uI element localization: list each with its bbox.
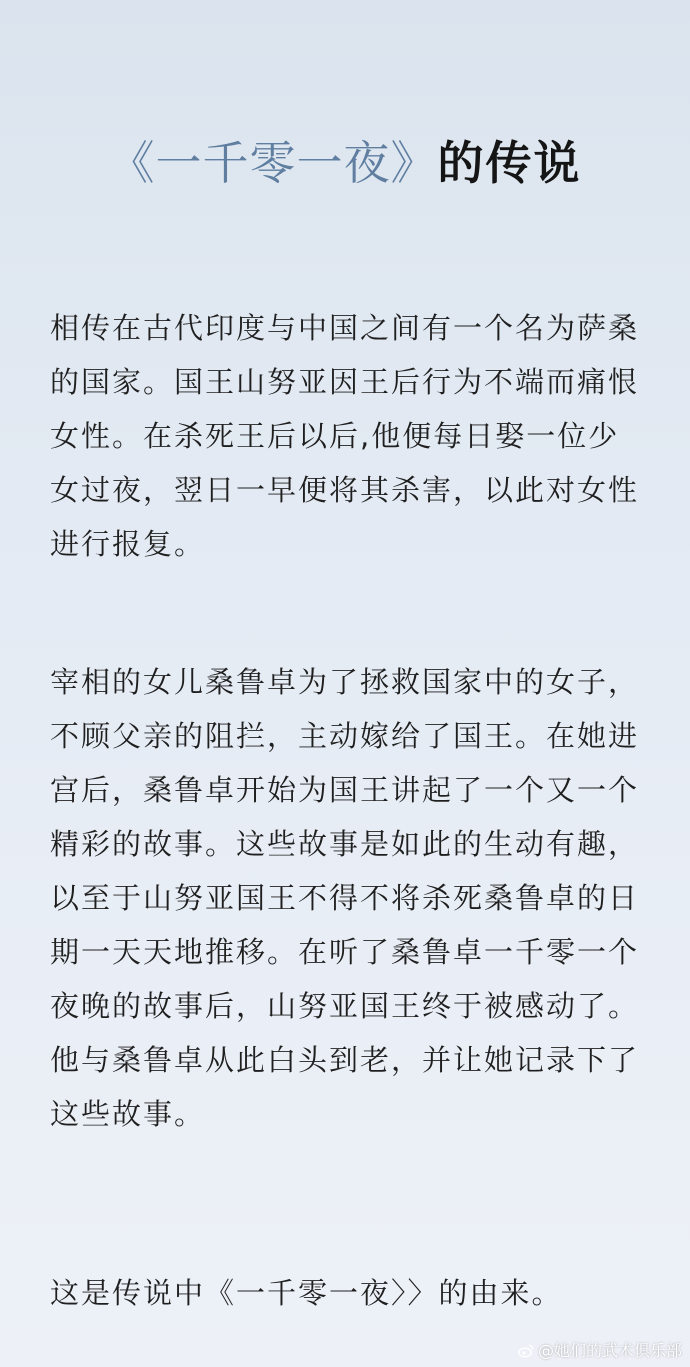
watermark bbox=[518, 1341, 682, 1361]
page-title bbox=[0, 133, 690, 193]
title-suffix: 的传说 bbox=[437, 136, 582, 190]
paragraph-3: 这是传说中《一千零一夜〉〉的由来。 bbox=[50, 1276, 563, 1310]
weibo-icon bbox=[518, 1344, 534, 1358]
paragraph-2: 宰相的女儿桑鲁卓为了拯救国家中的女子，不顾父亲的阻拦，主动嫁给了国王。在她进宫后，桑鲁卓开始为国王讲起了一个又一个精彩的故事。这些故事是如此的生动有趣，以至于山努亚国王不得不将杀死桑鲁卓的日期一天天地推移。在听了桑鲁卓一千零一个夜晚的故事后，山努亚国王终于被感动了。他与桑鲁卓从此白头到老，并让她记录下了这些故事。 bbox=[50, 665, 640, 1131]
title-book-name: 《一千零一夜》 bbox=[108, 136, 438, 190]
paragraph-1: 相传在古代印度与中国之间有一个名为萨桑的国家。国王山努亚因王后行为不端而痛恨女性。在杀死王后以后,他便每日娶一位少女过夜，翌日一早便将其杀害，以此对女性进行报复。 bbox=[50, 311, 640, 561]
watermark-text: @她们的武术俱乐部 bbox=[537, 1341, 682, 1360]
